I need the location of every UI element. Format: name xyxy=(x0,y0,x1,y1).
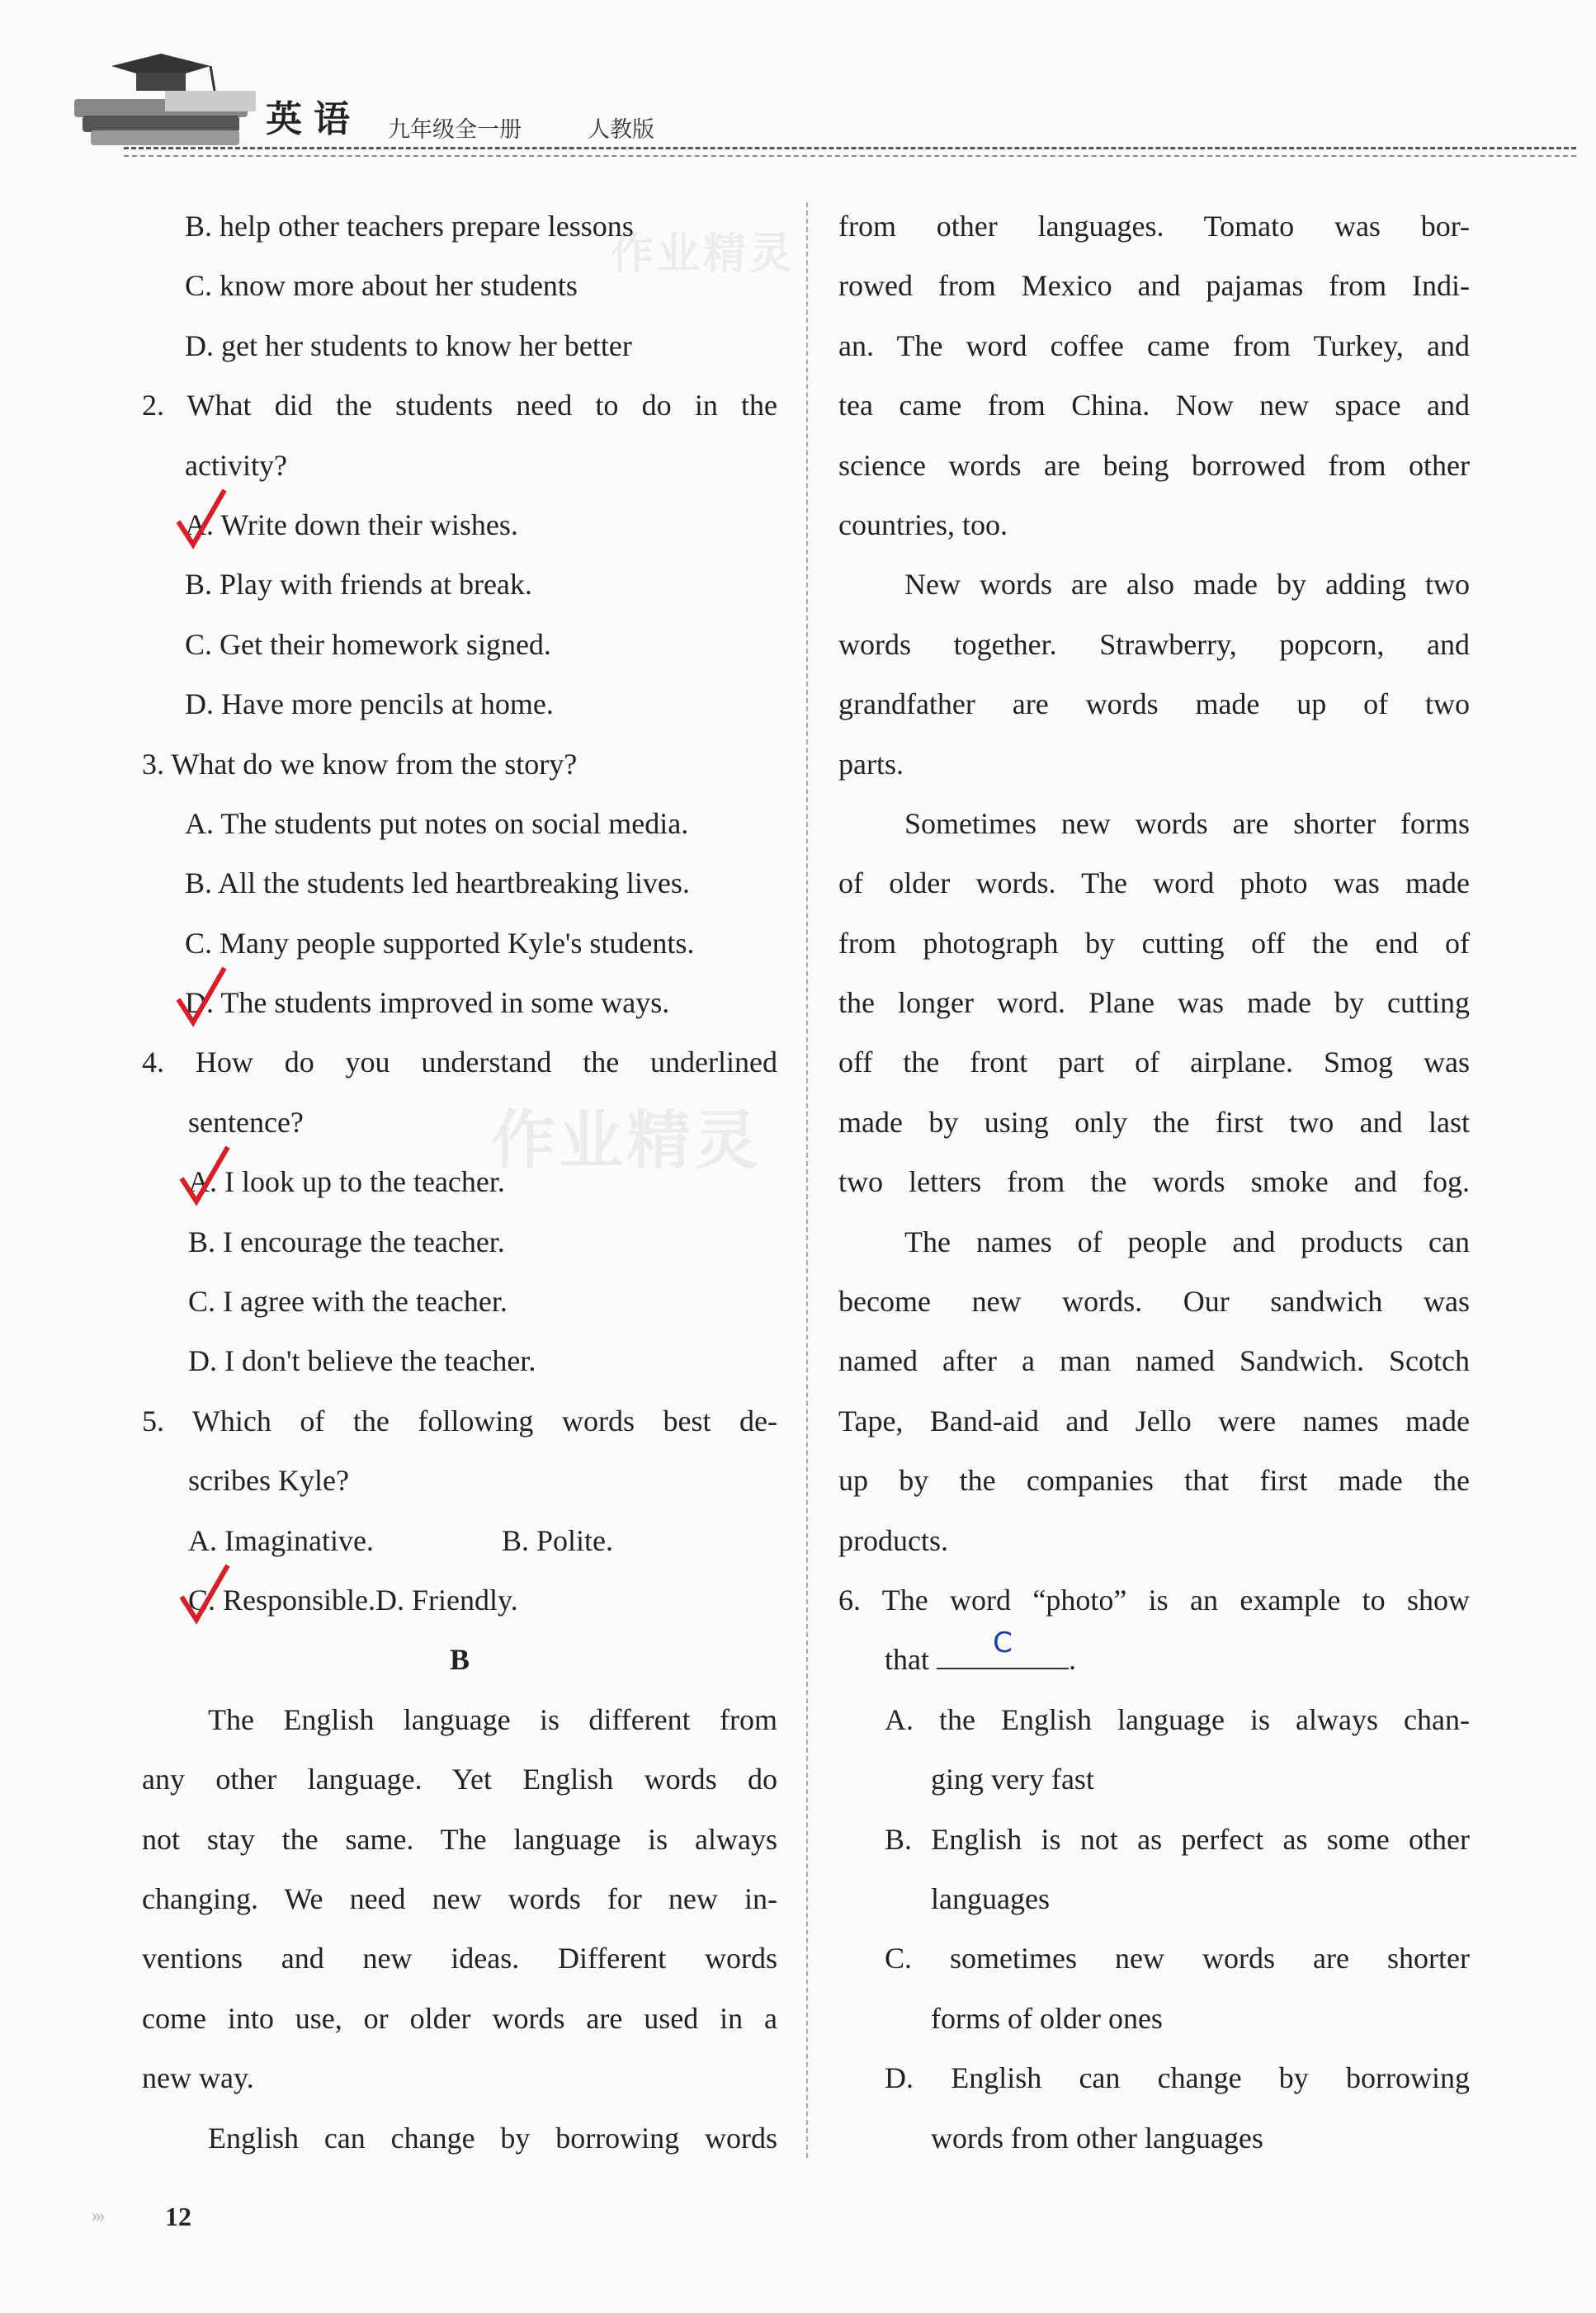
passage-line: The names of people and products can xyxy=(904,1225,1470,1258)
q2-option: B. Play with friends at break. xyxy=(185,568,532,602)
passage-line: become new words. Our sandwich was xyxy=(838,1285,1470,1319)
passage-line: Sometimes new words are shorter forms xyxy=(904,806,1470,840)
q6-stem-text: that xyxy=(885,1643,929,1677)
passage-line: English can change by borrowing words xyxy=(208,2121,777,2155)
watermark: 作业精灵 xyxy=(491,1104,763,1178)
q5-stem: 5. Which of the following words best de- xyxy=(142,1404,777,1437)
passage-line: rowed from Mexico and pajamas from Indi- xyxy=(838,269,1470,303)
passage-line: words together. Strawberry, popcorn, and xyxy=(838,627,1470,661)
q2-option: C. Get their homework signed. xyxy=(185,627,551,661)
q6-option-cont: words from other languages xyxy=(931,2121,1263,2155)
left-column xyxy=(142,196,777,2168)
header-divider-secondary xyxy=(124,155,1576,157)
passage-line: from other languages. Tomato was bor- xyxy=(838,210,1470,243)
passage-line: of older words. The word photo was made xyxy=(838,866,1470,900)
books-graduation-cap-icon xyxy=(66,50,256,157)
q4-option: D. I don't believe the teacher. xyxy=(188,1344,536,1378)
passage-line: up by the companies that first made the xyxy=(838,1464,1470,1498)
passage-line: named after a man named Sandwich. Scotch xyxy=(838,1344,1470,1378)
subject-title: 英语 xyxy=(266,98,361,140)
passage-line: science words are being borrowed from other xyxy=(838,448,1470,482)
option-text: D. The students improved in some ways. xyxy=(185,986,670,1020)
q3-option: A. The students put notes on social media. xyxy=(185,806,689,840)
passage-line: tea came from China. Now new space and xyxy=(838,389,1470,422)
passage-line: come into use, or older words are used in a xyxy=(142,2001,777,2035)
q6-option: B. English is not as perfect as some other xyxy=(885,1822,1470,1856)
passage-line: any other language. Yet English words do xyxy=(142,1763,777,1796)
q1-option: C. know more about her students xyxy=(185,269,578,303)
passage-line: not stay the same. The language is always xyxy=(142,1822,777,1856)
q1-option: B. help other teachers prepare lessons xyxy=(185,210,634,243)
q5-option: A. Imaginative. xyxy=(188,1523,374,1557)
passage-line: from photograph by cutting off the end of xyxy=(838,926,1470,960)
option-text: A. I look up to the teacher. xyxy=(188,1165,505,1199)
q4-option: C. I agree with the teacher. xyxy=(188,1285,508,1319)
edition-label: 人教版 xyxy=(588,117,654,143)
q5-options-row xyxy=(142,1570,777,1630)
q3-option: C. Many people supported Kyle's students. xyxy=(185,926,695,960)
q4-option xyxy=(142,1152,777,1211)
page-header xyxy=(0,0,1596,165)
passage-line: countries, too. xyxy=(838,507,1008,541)
passage-line: new way. xyxy=(142,2061,254,2095)
q6-option-cont: languages xyxy=(931,1881,1050,1915)
page-number: 12 xyxy=(165,2202,191,2231)
checkmark-icon xyxy=(172,485,229,550)
passage-line: The English language is different from xyxy=(208,1702,777,1736)
answer-blank[interactable] xyxy=(937,1626,1069,1669)
q6-option: C. sometimes new words are shorter xyxy=(885,1942,1470,1975)
q5-options-row xyxy=(142,1511,777,1570)
q2-stem: 2. What did the students need to do in the xyxy=(142,389,777,422)
checkmark-icon xyxy=(172,963,229,1027)
q1-option: D. get her students to know her better xyxy=(185,328,632,362)
header-divider xyxy=(124,147,1576,149)
q6-option-cont: ging very fast xyxy=(931,1763,1094,1796)
q4-option: B. I encourage the teacher. xyxy=(188,1225,505,1258)
section-heading: B xyxy=(449,1643,470,1677)
page-arrows-icon: ››› xyxy=(91,2203,102,2227)
handwritten-answer: C xyxy=(993,1626,1013,1660)
checkmark-icon xyxy=(175,1560,233,1625)
q5-option: D. Friendly. xyxy=(375,1583,518,1617)
q2-stem-cont: activity? xyxy=(185,448,287,482)
passage-line: an. The word coffee came from Turkey, and xyxy=(838,328,1470,362)
q4-stem: 4. How do you understand the underlined xyxy=(142,1046,777,1079)
watermark: 作业精灵 xyxy=(611,229,796,279)
passage-line: changing. We need new words for new in- xyxy=(142,1881,777,1915)
q6-option: D. English can change by borrowing xyxy=(885,2061,1470,2095)
grade-label: 九年级全一册 xyxy=(388,117,522,143)
q5-option: B. Polite. xyxy=(502,1523,614,1557)
passage-line: parts. xyxy=(838,747,904,781)
right-column xyxy=(838,196,1470,2168)
passage-line: ventions and new ideas. Different words xyxy=(142,1942,777,1975)
q3-option xyxy=(142,973,777,1032)
passage-line: grandfather are words made up of two xyxy=(838,687,1470,721)
q2-option: D. Have more pencils at home. xyxy=(185,687,554,721)
passage-line: Tape, Band-aid and Jello were names made xyxy=(838,1404,1470,1437)
q6-stem: 6. The word “photo” is an example to show xyxy=(838,1583,1470,1617)
column-divider xyxy=(806,202,808,2158)
q5-stem-cont: scribes Kyle? xyxy=(188,1464,349,1498)
passage-line: two letters from the words smoke and fog. xyxy=(838,1165,1470,1199)
passage-line: New words are also made by adding two xyxy=(904,568,1470,602)
passage-line: made by using only the first two and last xyxy=(838,1105,1470,1139)
q4-stem-cont: sentence? xyxy=(188,1105,304,1139)
passage-line: off the front part of airplane. Smog was xyxy=(838,1046,1470,1079)
q2-option xyxy=(142,495,777,555)
q6-option-cont: forms of older ones xyxy=(931,2001,1163,2035)
passage-line: products. xyxy=(838,1523,948,1557)
passage-line: the longer word. Plane was made by cutting xyxy=(838,986,1470,1020)
checkmark-icon xyxy=(175,1142,233,1206)
q3-option: B. All the students led heartbreaking lives. xyxy=(185,866,690,900)
q3-stem: 3. What do we know from the story? xyxy=(142,747,578,781)
q6-option: A. the English language is always chan- xyxy=(885,1702,1470,1736)
option-text: A. Write down their wishes. xyxy=(185,507,518,541)
q5-option: C. Responsible. xyxy=(188,1583,376,1617)
q6-stem-cont: that C . xyxy=(838,1630,1470,1689)
